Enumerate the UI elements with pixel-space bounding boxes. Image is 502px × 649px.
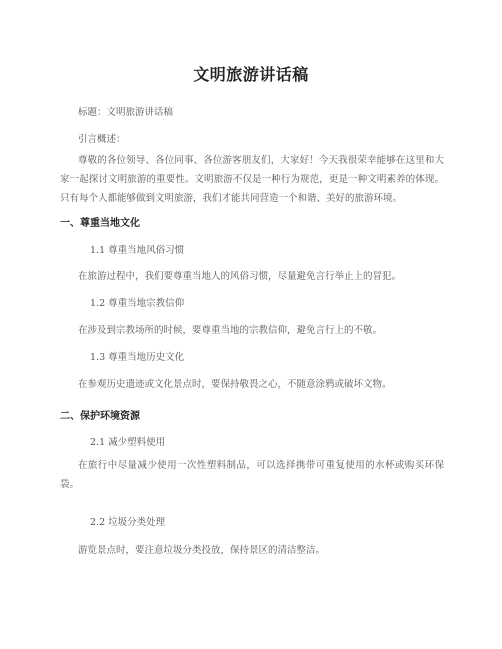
section-paragraph: 在旅行中尽量减少使用一次性塑料制品，可以选择携带可重复使用的水杯或购买环保袋。 bbox=[60, 460, 444, 490]
document-title: 文明旅游讲话稿 bbox=[193, 65, 309, 84]
section-text: 在参观历史遗迹或文化景点时，要保持敬畏之心，不随意涂鸦或破坏文物。 bbox=[78, 379, 392, 390]
subheading: 2.1 减少塑料使用 bbox=[90, 437, 166, 448]
subheading: 1.2 尊重当地宗教信仰 bbox=[90, 298, 185, 309]
section-heading: 二、保护环境资源 bbox=[60, 411, 140, 422]
intro-label: 引言概述： bbox=[78, 134, 126, 145]
section-text: 在涉及到宗教场所的时候，要尊重当地的宗教信仰，避免言行上的不敬。 bbox=[78, 325, 383, 336]
subheading: 1.3 尊重当地历史文化 bbox=[90, 352, 185, 363]
section-text: 游览景点时，要注意垃圾分类投放，保持景区的清洁整洁。 bbox=[78, 545, 326, 556]
intro-paragraph: 尊敬的各位领导、各位同事、各位游客朋友们，大家好！今天我很荣幸能够在这里和大家一起探讨文明旅游的重要性。文明旅游不仅是一种行为规范，更是一种文明素养的体现。只有每个人都能够做到文明旅游，我们才能共同营造一个和谐、美好的旅游环境。 bbox=[60, 155, 444, 204]
meta-title: 标题：文明旅游讲话稿 bbox=[78, 107, 174, 118]
section-text: 在旅游过程中，我们要尊重当地人的风俗习惯，尽量避免言行举止上的冒犯。 bbox=[78, 271, 402, 282]
subheading: 1.1 尊重当地风俗习惯 bbox=[90, 245, 185, 256]
section-heading: 一、尊重当地文化 bbox=[60, 218, 140, 229]
subheading: 2.2 垃圾分类处理 bbox=[90, 517, 166, 528]
